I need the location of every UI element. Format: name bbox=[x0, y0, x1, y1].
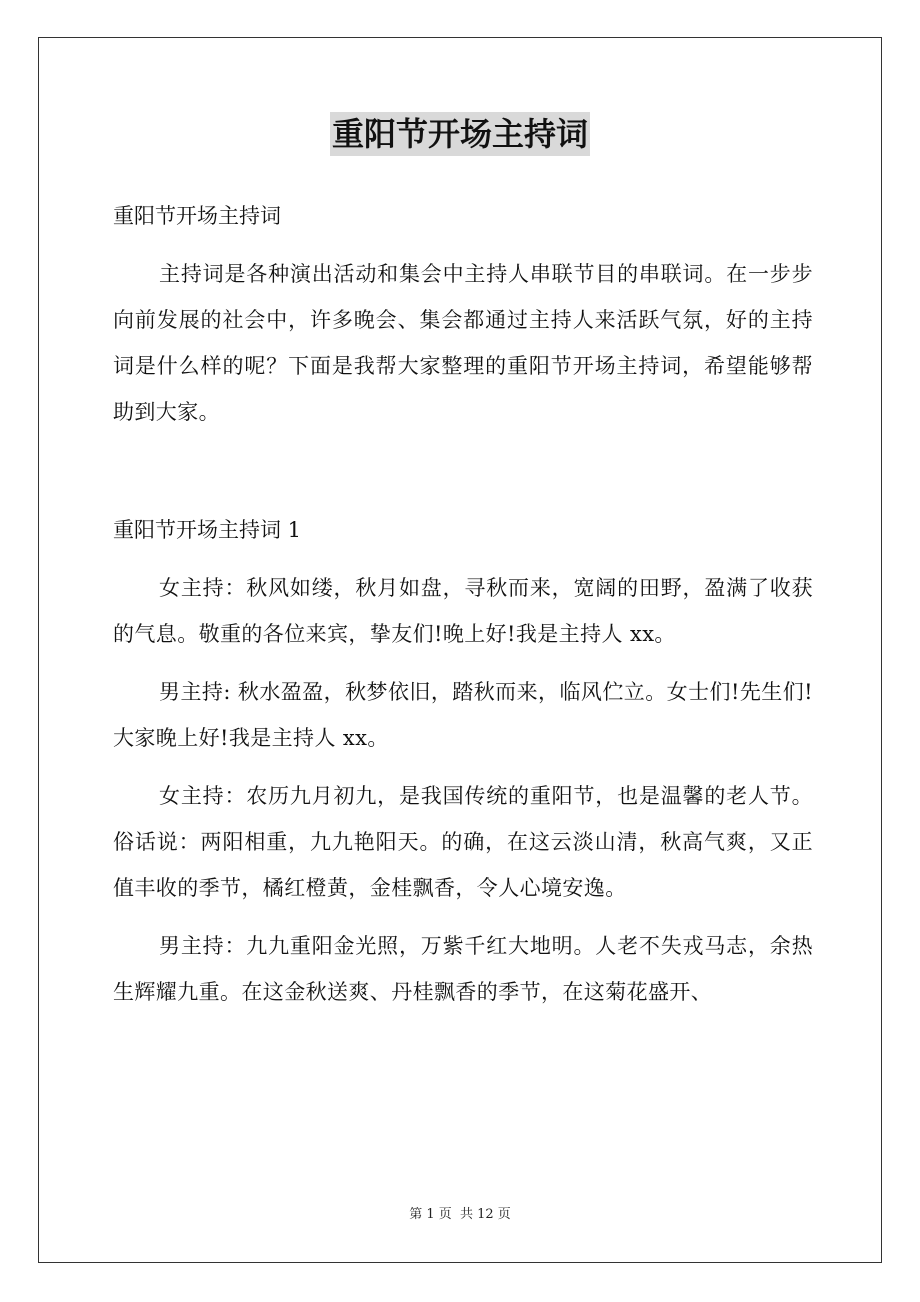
title-container bbox=[0, 112, 920, 156]
spacer bbox=[113, 553, 813, 565]
document-subtitle: 重阳节开场主持词 bbox=[113, 204, 281, 228]
page-total: 共 12 页 bbox=[459, 1207, 511, 1222]
paragraph: 男主持: 秋水盈盈，秋梦依旧，踏秋而来，临风伫立。女士们!先生们!大家晚上好!我是主持人 xx。 bbox=[113, 680, 813, 750]
spacer bbox=[113, 657, 813, 669]
document-body bbox=[113, 193, 813, 1015]
paragraph: 男主持：九九重阳金光照，万紫千红大地明。人老不失戎马志，余热生辉耀九重。在这金秋送爽、丹桂飘香的季节，在这菊花盛开、 bbox=[113, 934, 813, 1004]
document-title: 重阳节开场主持词 bbox=[330, 112, 590, 156]
spacer bbox=[113, 239, 813, 251]
page-number: 第 1 页 bbox=[409, 1207, 452, 1222]
section-heading: 重阳节开场主持词 1 bbox=[113, 518, 302, 542]
spacer bbox=[113, 435, 813, 507]
spacer bbox=[113, 911, 813, 923]
intro-paragraph: 主持词是各种演出活动和集会中主持人串联节目的串联词。在一步步向前发展的社会中，许多晚会、集会都通过主持人来活跃气氛，好的主持词是什么样的呢？下面是我帮大家整理的重阳节开场主持词，希望能够帮助到大家。 bbox=[113, 262, 813, 424]
paragraph: 女主持：秋风如缕，秋月如盘，寻秋而来，宽阔的田野，盈满了收获的气息。敬重的各位来宾，挚友们!晚上好!我是主持人 xx。 bbox=[113, 576, 813, 646]
spacer bbox=[113, 761, 813, 773]
paragraph: 女主持：农历九月初九，是我国传统的重阳节，也是温馨的老人节。俗话说：两阳相重，九九艳阳天。的确，在这云淡山清，秋高气爽，又正值丰收的季节，橘红橙黄，金桂飘香，令人心境安逸。 bbox=[113, 784, 813, 900]
page-footer bbox=[0, 1206, 920, 1224]
